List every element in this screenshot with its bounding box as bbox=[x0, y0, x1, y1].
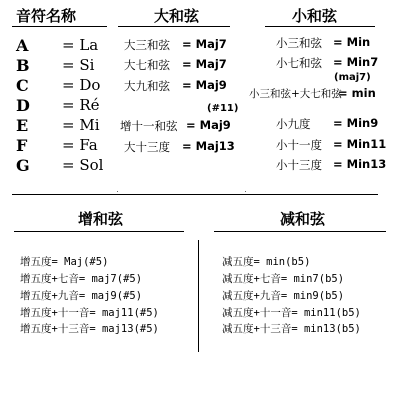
augmented-chord-item: 增五度+九音= maj9(#5) bbox=[20, 290, 143, 302]
augmented-chord-item: 增五度+十一音= maj11(#5) bbox=[20, 307, 159, 319]
minor-chord-label: 小三和弦+大七和弦 bbox=[249, 88, 342, 100]
diminished-heading: 减和弦 bbox=[280, 210, 326, 228]
note-letter: C bbox=[16, 76, 29, 95]
stray-dot bbox=[245, 191, 246, 192]
note-solfege: = Mi bbox=[62, 116, 100, 134]
note-letter: A bbox=[16, 36, 29, 55]
note-solfege: = Sol bbox=[62, 156, 104, 174]
minor-chord-superscript: (maj7) bbox=[334, 72, 371, 83]
note-names-underline bbox=[12, 26, 107, 27]
major-chord-symbol: = Maj9 bbox=[182, 78, 227, 92]
note-solfege: = Si bbox=[62, 56, 95, 74]
column-separator bbox=[198, 240, 199, 352]
diminished-chord-item: 减五度= min(b5) bbox=[222, 256, 311, 268]
augmented-chord-item: 增五度= Maj(#5) bbox=[20, 256, 109, 268]
note-letter: G bbox=[16, 156, 30, 175]
major-chord-label: 大九和弦 bbox=[124, 79, 170, 93]
major-chord-symbol: = Maj13 bbox=[182, 139, 235, 153]
minor-chord-label: 小七和弦 bbox=[276, 56, 322, 70]
note-solfege: = Fa bbox=[62, 136, 98, 154]
note-letter: B bbox=[16, 56, 30, 75]
major-chord-superscript: (#11) bbox=[207, 103, 239, 114]
minor-chord-label: 小九度 bbox=[276, 117, 311, 131]
note-solfege: = La bbox=[62, 36, 99, 54]
minor-chord-symbol: = Min7 bbox=[333, 55, 379, 69]
major-chord-label: 大十三度 bbox=[124, 140, 170, 154]
minor-chord-label: 小三和弦 bbox=[276, 36, 322, 50]
major-chord-label: 增十一和弦 bbox=[120, 119, 178, 133]
augmented-heading: 增和弦 bbox=[78, 210, 124, 228]
diminished-chord-item: 减五度+十三音= min13(b5) bbox=[222, 323, 361, 335]
minor-chord-label: 小十三度 bbox=[276, 158, 322, 172]
minor-underline bbox=[265, 26, 375, 27]
minor-chord-symbol: = Min9 bbox=[333, 116, 379, 130]
note-names-heading: 音符名称 bbox=[16, 7, 77, 25]
major-chord-symbol: = Maj7 bbox=[182, 37, 227, 51]
section-divider bbox=[12, 194, 378, 195]
minor-chord-symbol: = Min13 bbox=[333, 157, 387, 171]
major-chord-symbol: = Maj7 bbox=[182, 57, 227, 71]
diminished-chord-item: 减五度+十一音= min11(b5) bbox=[222, 307, 361, 319]
minor-chord-symbol: = min bbox=[338, 86, 376, 100]
note-letter: E bbox=[16, 116, 29, 135]
major-chord-label: 大七和弦 bbox=[124, 58, 170, 72]
major-chord-label: 大三和弦 bbox=[124, 38, 170, 52]
stray-dot bbox=[117, 191, 118, 192]
augmented-chord-item: 增五度+七音= maj7(#5) bbox=[20, 273, 143, 285]
note-solfege: = Ré bbox=[62, 96, 100, 114]
diminished-chord-item: 减五度+九音= min9(b5) bbox=[222, 290, 345, 302]
diminished-underline bbox=[214, 231, 386, 232]
note-letter: D bbox=[16, 96, 30, 115]
minor-chord-label: 小十一度 bbox=[276, 138, 322, 152]
major-chord-symbol: = Maj9 bbox=[186, 118, 231, 132]
diminished-chord-item: 减五度+七音= min7(b5) bbox=[222, 273, 345, 285]
minor-chord-symbol: = Min11 bbox=[333, 137, 387, 151]
augmented-chord-item: 增五度+十三音= maj13(#5) bbox=[20, 323, 159, 335]
minor-heading: 小和弦 bbox=[292, 7, 338, 25]
major-underline bbox=[118, 26, 230, 27]
note-letter: F bbox=[16, 136, 28, 155]
augmented-underline bbox=[14, 231, 184, 232]
major-heading: 大和弦 bbox=[154, 7, 200, 25]
note-solfege: = Do bbox=[62, 76, 101, 94]
minor-chord-symbol: = Min bbox=[333, 35, 371, 49]
